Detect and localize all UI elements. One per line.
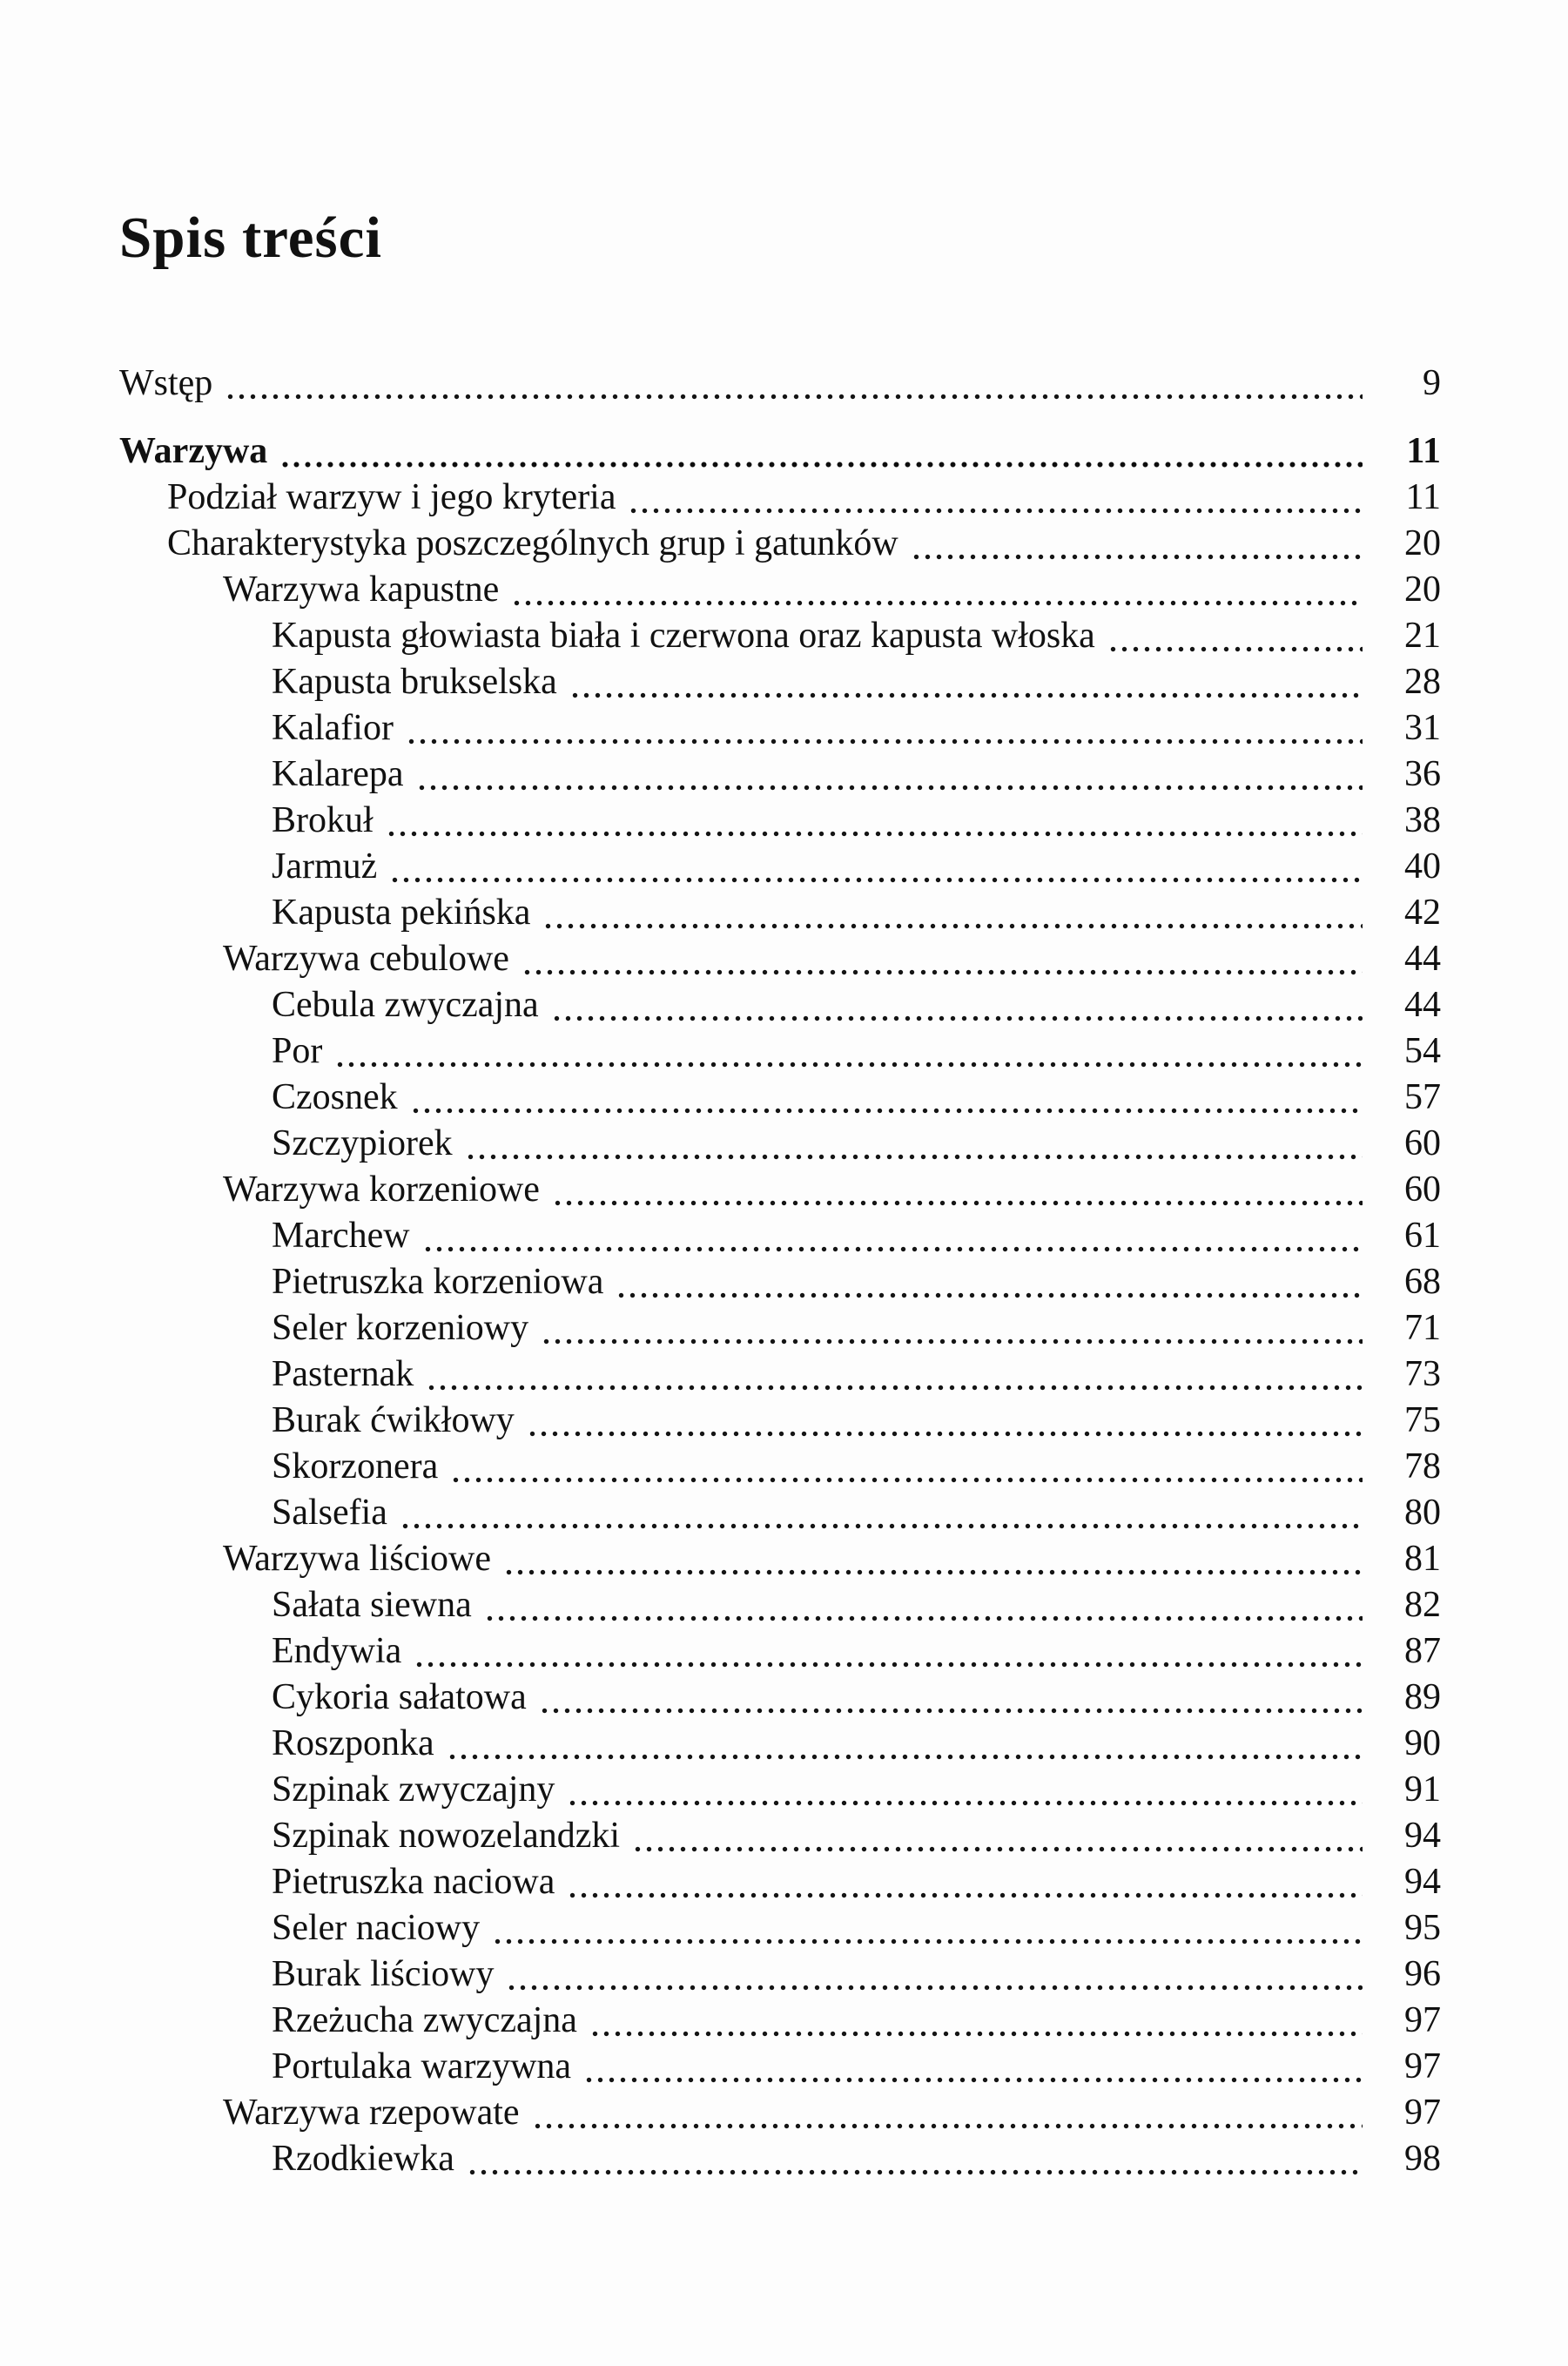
- dot-leader: [406, 738, 1363, 745]
- toc-entry-page: 40: [1404, 846, 1441, 886]
- dot-leader: [552, 1200, 1363, 1206]
- toc-entry-label: Cykoria sałatowa: [272, 1677, 527, 1717]
- dot-leader: [465, 1154, 1363, 1160]
- toc-entry: [119, 475, 1441, 521]
- toc-entry-label: Rzeżucha zwyczajna: [272, 2000, 577, 2040]
- toc-entry-label: Charakterystyka poszczególnych grup i gatunków: [167, 523, 898, 563]
- toc-entry: [119, 1305, 1441, 1352]
- dot-leader: [225, 394, 1363, 400]
- toc-entry-label: Sałata siewna: [272, 1585, 472, 1625]
- toc-entry-label: Czosnek: [272, 1077, 398, 1117]
- toc-entry-page: 78: [1404, 1446, 1441, 1486]
- toc-entry-label: Szpinak zwyczajny: [272, 1769, 555, 1810]
- toc-entry: [119, 1998, 1441, 2044]
- toc-entry: [119, 361, 1441, 407]
- toc-entry-label: Wstęp: [119, 363, 213, 403]
- toc-entry: [119, 613, 1441, 659]
- toc-entry: [119, 1259, 1441, 1305]
- dot-leader: [1107, 646, 1363, 652]
- toc-entry-page: 98: [1404, 2139, 1441, 2179]
- dot-leader: [532, 2123, 1363, 2129]
- toc-entry-label: Kalarepa: [272, 754, 404, 794]
- dot-leader: [503, 1569, 1363, 1575]
- dot-leader: [389, 877, 1363, 883]
- toc-entry-label: Endywia: [272, 1631, 402, 1671]
- dot-leader: [506, 1985, 1363, 1991]
- toc-entry: [119, 1813, 1441, 1859]
- toc-entry: [119, 982, 1441, 1028]
- toc-entry-label: Warzywa kapustne: [223, 570, 500, 610]
- toc-entry-label: Pietruszka korzeniowa: [272, 1262, 604, 1302]
- toc-entry: [119, 1398, 1441, 1444]
- toc-entry-label: Skorzonera: [272, 1446, 439, 1486]
- toc-entry-label: Warzywa: [119, 431, 268, 471]
- toc-entry-label: Marchew: [272, 1216, 410, 1256]
- toc-entry-label: Warzywa cebulowe: [223, 939, 509, 979]
- toc-entry: [119, 1675, 1441, 1721]
- dot-leader: [527, 1431, 1363, 1437]
- toc-entry-page: 68: [1404, 1262, 1441, 1302]
- dot-leader: [400, 1523, 1363, 1529]
- toc-entry-label: Seler naciowy: [272, 1908, 481, 1948]
- toc-entry: [119, 1582, 1441, 1628]
- toc-entry-page: 60: [1404, 1170, 1441, 1210]
- toc-entry-label: Por: [272, 1031, 323, 1071]
- dot-leader: [541, 1338, 1363, 1345]
- toc-entry: [119, 1951, 1441, 1998]
- toc-entry-label: Kapusta pekińska: [272, 893, 531, 933]
- toc-entry-page: 89: [1404, 1677, 1441, 1717]
- toc-entry-label: Roszponka: [272, 1723, 434, 1763]
- dot-leader: [539, 1708, 1363, 1714]
- dot-leader: [567, 1892, 1363, 1898]
- toc-entry-page: 73: [1404, 1354, 1441, 1394]
- toc-entry: [119, 890, 1441, 936]
- dot-leader: [422, 1246, 1363, 1252]
- toc-entry: [119, 844, 1441, 890]
- toc-entry-label: Kalafior: [272, 708, 394, 748]
- toc-entry-label: Pasternak: [272, 1354, 414, 1394]
- dot-leader: [583, 2077, 1363, 2083]
- dot-leader: [628, 508, 1363, 514]
- toc-entry-page: 31: [1404, 708, 1441, 748]
- toc-entry: [119, 1490, 1441, 1536]
- dot-leader: [589, 2031, 1363, 2037]
- dot-leader: [911, 554, 1363, 560]
- toc-entry-page: 44: [1404, 985, 1441, 1025]
- dot-leader: [416, 785, 1363, 791]
- dot-leader: [447, 1754, 1363, 1760]
- toc-entry: [119, 1536, 1441, 1582]
- toc-entry-page: 20: [1404, 523, 1441, 563]
- toc-entry-page: 36: [1404, 754, 1441, 794]
- toc-entry-page: 96: [1404, 1954, 1441, 1994]
- toc-entry-label: Burak ćwikłowy: [272, 1400, 515, 1440]
- dot-leader: [450, 1477, 1363, 1483]
- toc-entry: [119, 1721, 1441, 1767]
- toc-entry-page: 97: [1404, 2046, 1441, 2086]
- toc-entry: [119, 2090, 1441, 2136]
- toc-list: [119, 361, 1441, 2182]
- toc-entry: [119, 1213, 1441, 1259]
- toc-entry: [119, 1444, 1441, 1490]
- toc-entry-page: 94: [1404, 1816, 1441, 1856]
- toc-entry-label: Cebula zwyczajna: [272, 985, 539, 1025]
- toc-entry-page: 75: [1404, 1400, 1441, 1440]
- toc-entry-label: Portulaka warzywna: [272, 2046, 572, 2086]
- toc-entry-label: Seler korzeniowy: [272, 1308, 529, 1348]
- toc-entry-page: 28: [1404, 662, 1441, 702]
- dot-leader: [616, 1292, 1363, 1298]
- toc-entry-label: Brokuł: [272, 800, 373, 840]
- toc-entry-page: 11: [1405, 477, 1441, 517]
- toc-entry: [119, 1352, 1441, 1398]
- toc-entry: [119, 1767, 1441, 1813]
- dot-leader: [542, 923, 1363, 929]
- toc-entry: [119, 1859, 1441, 1905]
- toc-entry-label: Szczypiorek: [272, 1123, 453, 1163]
- toc-entry-page: 97: [1404, 2000, 1441, 2040]
- toc-entry-label: Jarmuż: [272, 846, 378, 886]
- toc-entry-page: 82: [1404, 1585, 1441, 1625]
- toc-entry-page: 80: [1404, 1493, 1441, 1533]
- toc-entry-label: Warzywa rzepowate: [223, 2093, 520, 2133]
- page-title: Spis treści: [119, 206, 382, 270]
- dot-leader: [484, 1615, 1363, 1621]
- toc-entry: [119, 521, 1441, 567]
- toc-entry-label: Pietruszka naciowa: [272, 1862, 555, 1902]
- toc-entry-page: 90: [1404, 1723, 1441, 1763]
- toc-entry-page: 11: [1406, 431, 1441, 471]
- toc-entry: [119, 659, 1441, 705]
- toc-entry-page: 54: [1404, 1031, 1441, 1071]
- toc-entry-page: 44: [1404, 939, 1441, 979]
- toc-entry: [119, 428, 1441, 475]
- toc-entry-label: Kapusta brukselska: [272, 662, 557, 702]
- toc-entry-page: 60: [1404, 1123, 1441, 1163]
- toc-entry-page: 81: [1404, 1539, 1441, 1579]
- dot-leader: [492, 1938, 1363, 1945]
- toc-entry-label: Salsefia: [272, 1493, 387, 1533]
- dot-leader: [632, 1846, 1363, 1852]
- dot-leader: [426, 1385, 1363, 1391]
- toc-entry: [119, 798, 1441, 844]
- toc-entry: [119, 752, 1441, 798]
- dot-leader: [414, 1662, 1363, 1668]
- toc-entry: [119, 2136, 1441, 2182]
- toc-entry-label: Kapusta głowiasta biała i czerwona oraz kapusta włoska: [272, 616, 1095, 656]
- toc-entry-page: 91: [1404, 1769, 1441, 1810]
- toc-entry: [119, 2044, 1441, 2090]
- toc-entry-page: 94: [1404, 1862, 1441, 1902]
- dot-leader: [386, 831, 1363, 837]
- dot-leader: [522, 969, 1363, 975]
- toc-entry: [119, 936, 1441, 982]
- dot-leader: [467, 2169, 1363, 2175]
- toc-entry-page: 21: [1404, 616, 1441, 656]
- toc-entry-label: Szpinak nowozelandzki: [272, 1816, 621, 1856]
- toc-entry-label: Rzodkiewka: [272, 2139, 454, 2179]
- toc-entry-page: 61: [1404, 1216, 1441, 1256]
- toc-entry-page: 42: [1404, 893, 1441, 933]
- toc-entry-page: 38: [1404, 800, 1441, 840]
- toc-entry: [119, 1075, 1441, 1121]
- dot-leader: [551, 1015, 1363, 1021]
- dot-leader: [511, 600, 1363, 606]
- toc-entry-page: 95: [1404, 1908, 1441, 1948]
- toc-entry: [119, 1028, 1441, 1075]
- toc-entry-page: 9: [1423, 363, 1441, 403]
- toc-entry-page: 57: [1404, 1077, 1441, 1117]
- toc-entry-page: 87: [1404, 1631, 1441, 1671]
- dot-leader: [410, 1108, 1363, 1114]
- toc-entry: [119, 567, 1441, 613]
- toc-entry: [119, 1905, 1441, 1951]
- toc-entry-label: Warzywa liściowe: [223, 1539, 491, 1579]
- toc-entry-label: Burak liściowy: [272, 1954, 495, 1994]
- dot-leader: [569, 692, 1363, 698]
- toc-entry: [119, 1628, 1441, 1675]
- dot-leader: [334, 1062, 1363, 1068]
- toc-entry-label: Warzywa korzeniowe: [223, 1170, 540, 1210]
- toc-entry-page: 71: [1404, 1308, 1441, 1348]
- dot-leader: [567, 1800, 1363, 1806]
- toc-entry-page: 97: [1404, 2093, 1441, 2133]
- toc-entry: [119, 1121, 1441, 1167]
- toc-entry-page: 20: [1404, 570, 1441, 610]
- dot-leader: [279, 462, 1363, 468]
- toc-entry: [119, 1167, 1441, 1213]
- toc-entry: [119, 705, 1441, 752]
- toc-entry-label: Podział warzyw i jego kryteria: [167, 477, 616, 517]
